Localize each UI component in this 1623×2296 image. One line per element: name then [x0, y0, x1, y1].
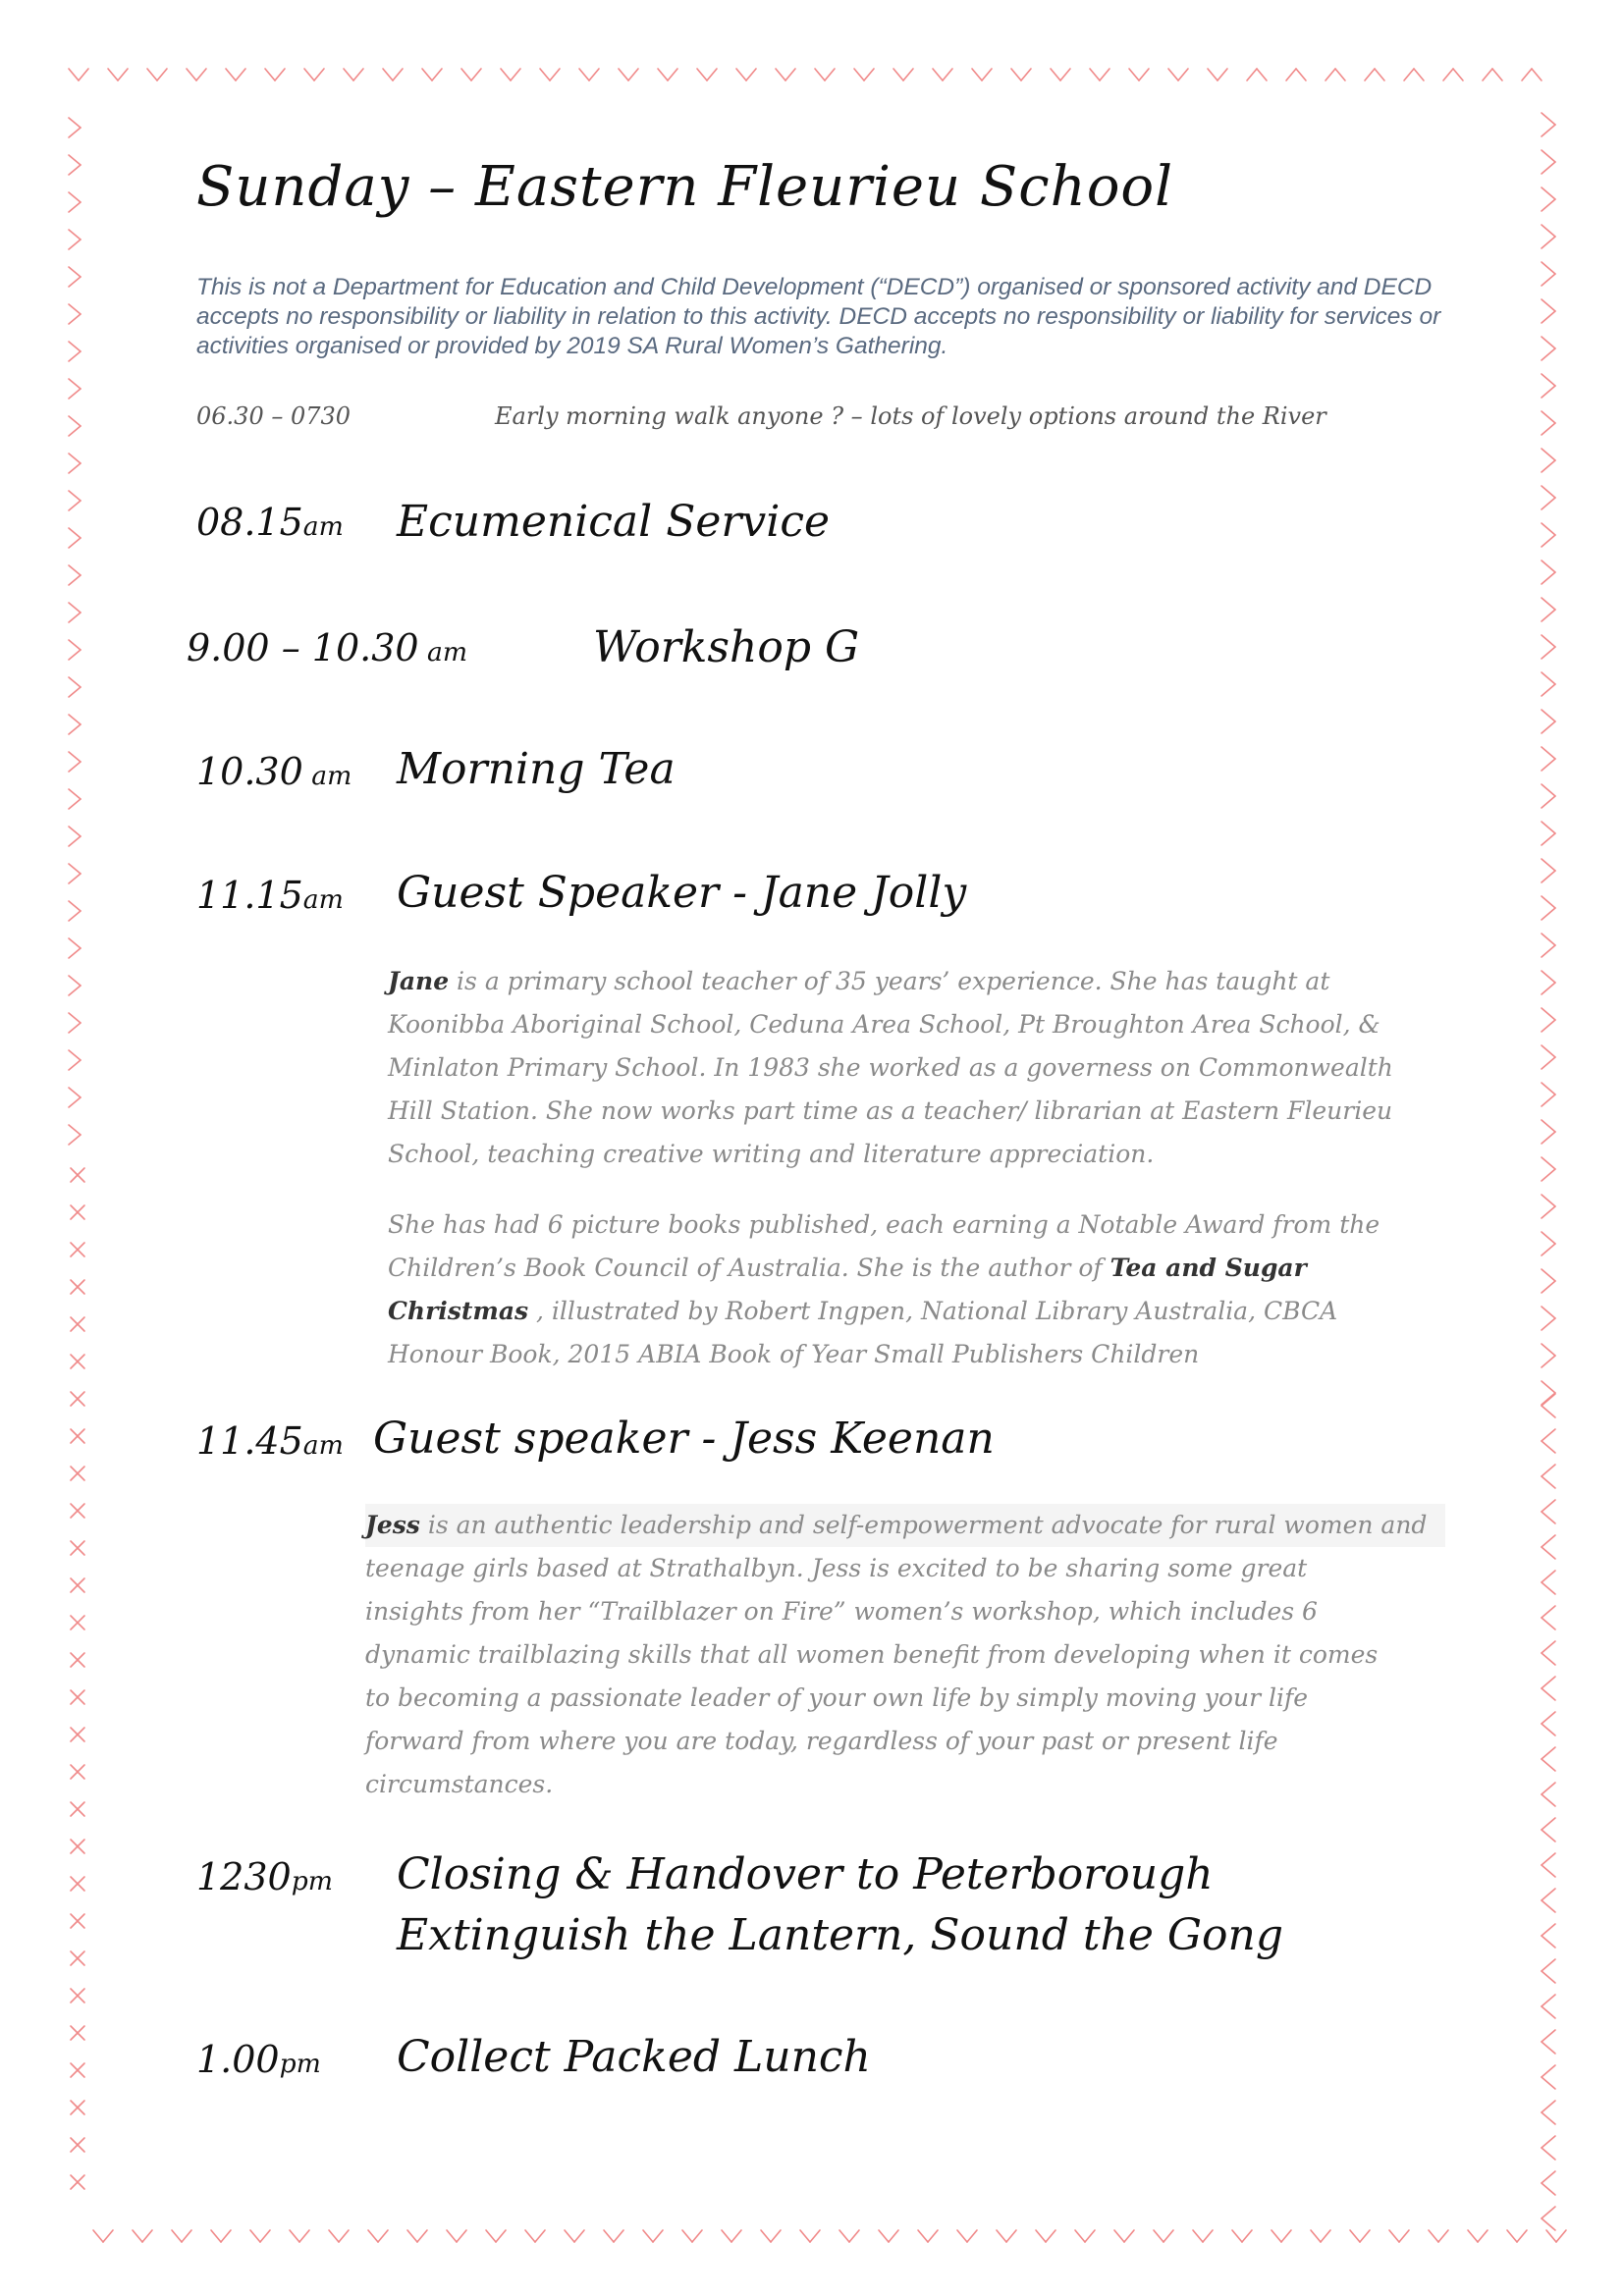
schedule-title: Workshop G: [593, 622, 860, 672]
schedule-time: 1.00pm: [196, 2038, 321, 2081]
schedule-subtitle: Extinguish the Lantern, Sound the Gong: [397, 1910, 1284, 1960]
schedule-time: 08.15am: [196, 501, 344, 544]
schedule-title: Collect Packed Lunch: [397, 2032, 871, 2082]
disclaimer-text: This is not a Department for Education and Child Development (“DECD”) organised or sponsored activity and DECD accepts no responsibility or liability in relation to this activity. DECD accepts no responsibility or liability for services or activities organised or provided by 2019 SA Rural Women’s Gathering.: [196, 274, 1441, 359]
walk-time: 06.30 – 0730: [196, 402, 352, 430]
schedule-title: Morning Tea: [397, 744, 676, 794]
page-title: Sunday – Eastern Fleurieu School: [196, 155, 1174, 219]
schedule-time: 1230pm: [196, 1855, 333, 1898]
schedule-title: Closing & Handover to Peterborough: [397, 1849, 1214, 1899]
schedule-time: 11.45am: [196, 1419, 344, 1463]
jess-keenan-bio: Jess is an authentic leadership and self-empowerment advocate for rural women and teenage girls based at Strathalbyn. Jess is excited to be sharing some great insights from her “Trailblazer on Fire” women’s workshop, which includes 6 dynamic trailblazing skills that all women benefit from developing when it comes to becoming a passionate leader of your own life by simply moving your life forward from where you are today, regardless of your past or present life circumstances.: [365, 1504, 1445, 1806]
walk-description: Early morning walk anyone ? – lots of lovely options around the River: [495, 402, 1326, 430]
schedule-title: Ecumenical Service: [397, 497, 831, 547]
schedule-title: Guest speaker - Jess Keenan: [373, 1414, 995, 1464]
schedule-time: 9.00 – 10.30 am: [187, 626, 468, 669]
schedule-time: 10.30 am: [196, 750, 352, 793]
jane-jolly-bio: Jane is a primary school teacher of 35 years’ experience. She has taught at Koonibba Aboriginal School, Ceduna Area School, Pt Broughton Area School, & Minlaton Primary School. In 1983 she worked as a governess on Commonwealth Hill Station. She now works part time as a teacher/ librarian at Eastern Fleurieu School, teaching creative writing and literature appreciation. She has had 6 picture books published, each earning a Notable Award from the Children’s Book Council of Australia. She is the author of Tea and Sugar Christmas , illustrated by Robert Ingpen, National Library Australia, CBCA Honour Book, 2015 ABIA Book of Year Small Publishers Children: [388, 967, 1393, 1368]
schedule-title: Guest Speaker - Jane Jolly: [397, 868, 967, 918]
schedule-time: 11.15am: [196, 874, 344, 917]
